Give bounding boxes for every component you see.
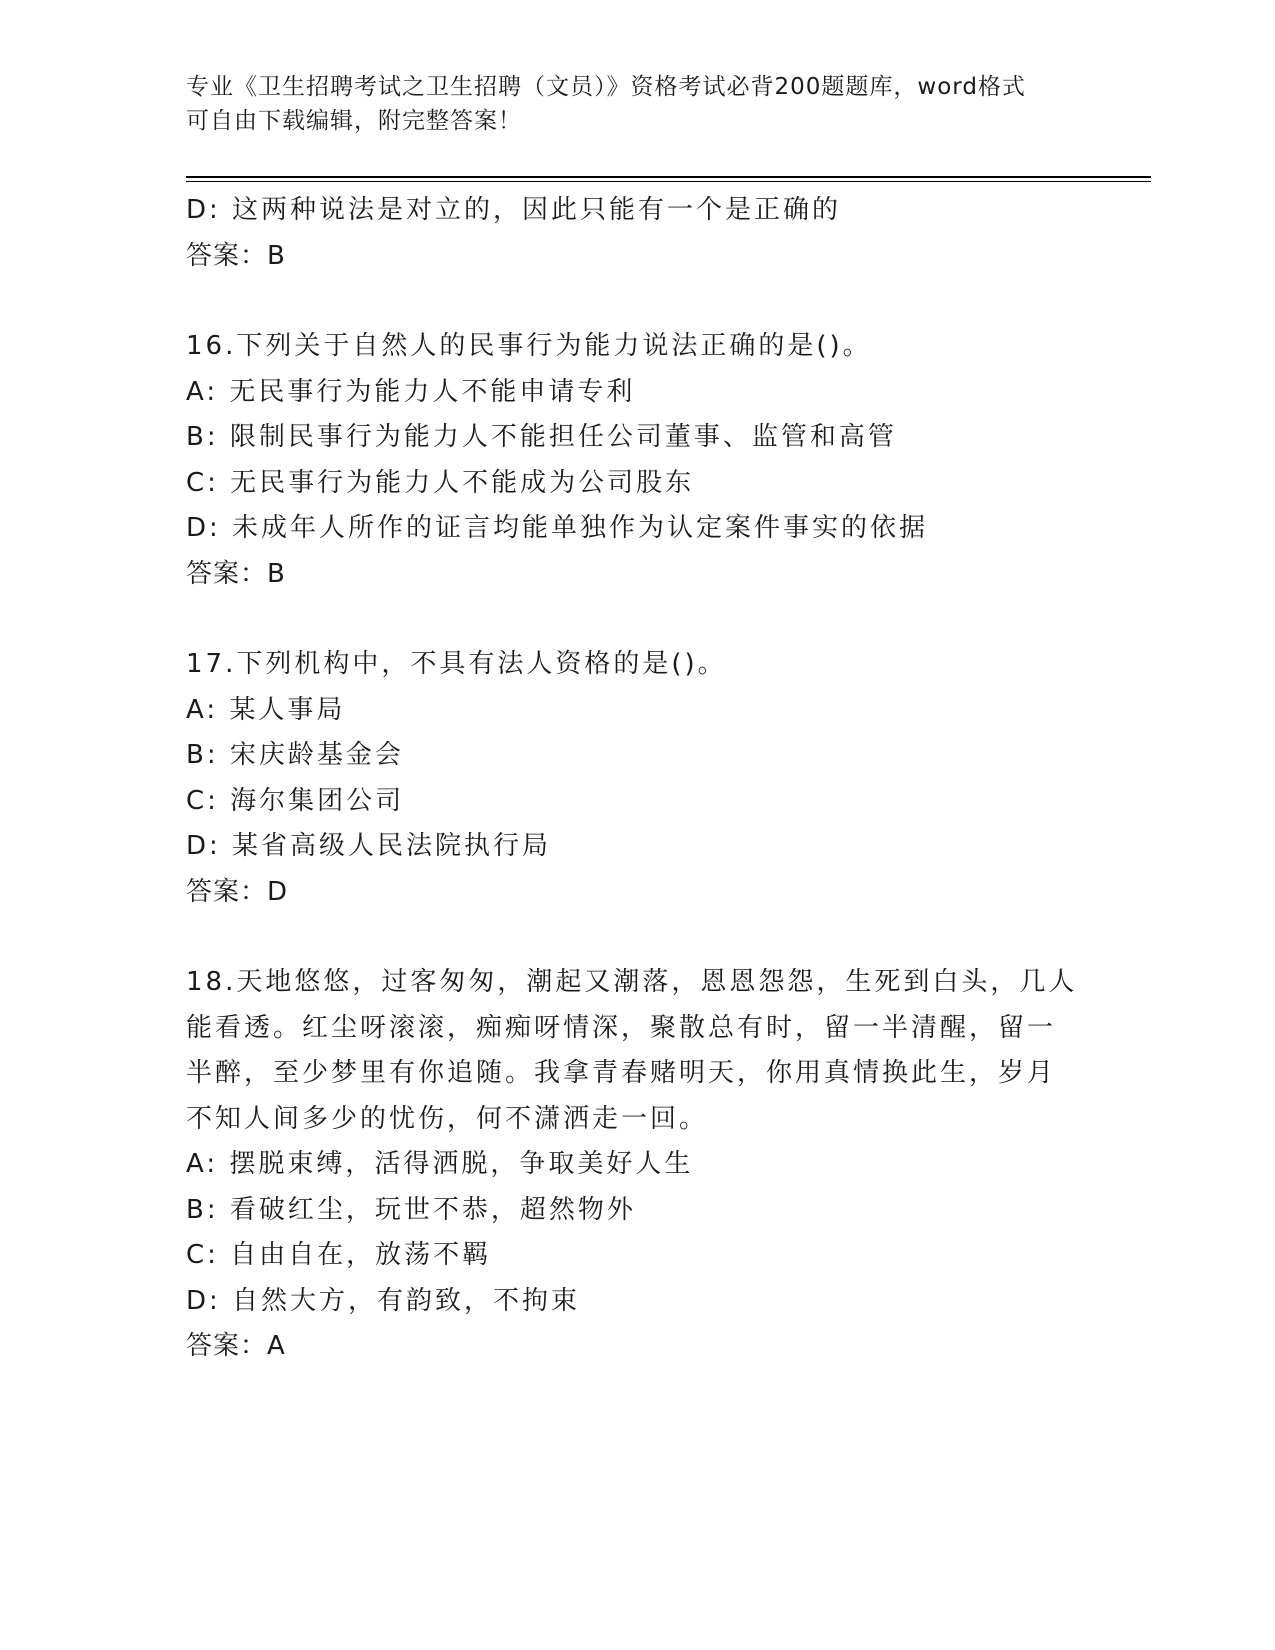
answer-label: 答案：B	[186, 240, 286, 271]
option-d: D: 这两种说法是对立的，因此只能有一个是正确的	[186, 195, 842, 225]
option-b: B: 限制民事行为能力人不能担任公司董事、监管和高管	[186, 422, 897, 452]
question-18	[186, 960, 1086, 1370]
question-stem-line: 不知人间多少的忧伤，何不潇洒走一回。	[186, 1103, 709, 1134]
question-stem-line: 能看透。红尘呀滚滚，痴痴呀情深，聚散总有时，留一半清醒，留一	[186, 1012, 1057, 1043]
option-c: C: 无民事行为能力人不能成为公司股东	[186, 467, 695, 498]
question-list	[186, 188, 1086, 1370]
header-title-line-1: 专业《卫生招聘考试之卫生招聘（文员）》资格考试必背200题题库，word格式	[186, 74, 1026, 100]
option-b: B: 宋庆龄基金会	[186, 740, 404, 770]
option-d: D: 自然大方，有韵致，不拘束	[186, 1285, 581, 1316]
answer-label: 答案：B	[186, 558, 286, 589]
option-a: A: 某人事局	[186, 694, 346, 725]
option-a: A: 无民事行为能力人不能申请专利	[186, 376, 636, 407]
answer-label: 答案：A	[186, 1331, 286, 1361]
option-c: C: 自由自在，放荡不羁	[186, 1240, 492, 1270]
spacer	[186, 915, 1086, 960]
question-15-tail	[186, 188, 1086, 279]
question-stem: 17.下列机构中，不具有法人资格的是()。	[186, 649, 727, 679]
spacer	[186, 279, 1086, 324]
option-d: D: 某省高级人民法院执行局	[186, 831, 552, 861]
question-stem-line: 18.天地悠悠，过客匆匆，潮起又潮落，恩恩怨怨，生死到白头，几人	[186, 967, 1078, 997]
option-b: B: 看破红尘，玩世不恭，超然物外	[186, 1194, 636, 1225]
answer-label: 答案：D	[186, 876, 289, 907]
question-16	[186, 324, 1086, 597]
option-d: D: 未成年人所作的证言均能单独作为认定案件事实的依据	[186, 513, 929, 543]
question-stem-line: 半醉，至少梦里有你追随。我拿青春赌明天，你用真情换此生，岁月	[186, 1058, 1057, 1088]
option-a: A: 摆脱束缚，活得洒脱，争取美好人生	[186, 1149, 694, 1179]
header-title-line-2: 可自由下载编辑，附完整答案！	[186, 108, 522, 134]
header-divider	[186, 176, 1151, 182]
question-stem: 16.下列关于自然人的民事行为能力说法正确的是()。	[186, 331, 872, 361]
question-17	[186, 642, 1086, 915]
document-header	[186, 70, 1086, 138]
spacer	[186, 597, 1086, 642]
option-c: C: 海尔集团公司	[186, 785, 405, 816]
